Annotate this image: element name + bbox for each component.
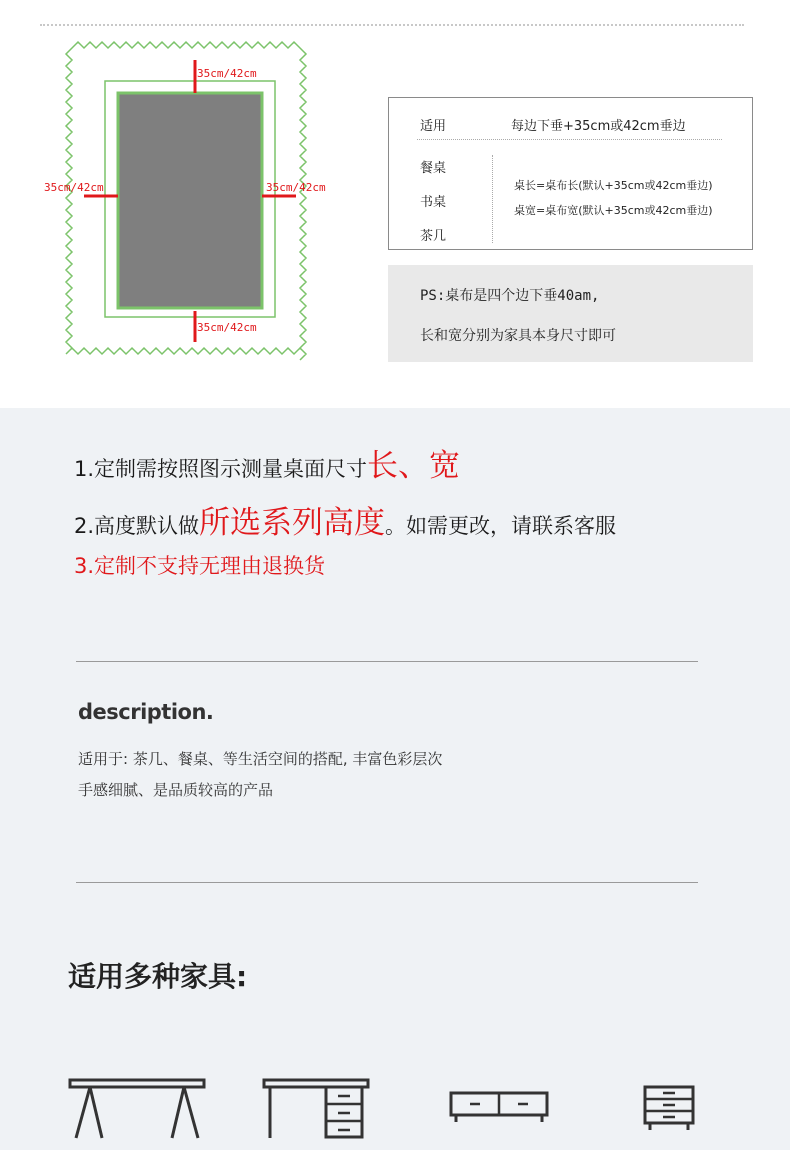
table-icon xyxy=(68,1076,208,1140)
divider-2 xyxy=(76,882,698,883)
size-info-table xyxy=(388,97,753,250)
tablecloth-illustration xyxy=(0,30,380,370)
furniture-item-dining-table: 餐桌 xyxy=(420,161,447,176)
furniture-section-title: 适用多种家具: xyxy=(68,960,248,993)
description-title: description. xyxy=(78,700,214,724)
requirement-1 xyxy=(74,440,460,485)
requirement-2-text: 2.高度默认做 xyxy=(74,514,200,538)
requirement-3: 3.定制不支持无理由退换货 xyxy=(74,554,326,578)
description-line-2: 手感细腻、是品质较高的产品 xyxy=(78,781,274,799)
measure-label-right: 35cm/42cm xyxy=(266,181,326,194)
requirement-1-highlight: 长、宽 xyxy=(367,448,461,484)
length-rule: 桌长=桌布长(默认+35cm或42cm垂边) xyxy=(514,179,713,192)
measure-label-bottom: 35cm/42cm xyxy=(197,321,257,334)
drawer-cabinet-icon xyxy=(642,1084,696,1132)
tv-cabinet-icon xyxy=(448,1090,550,1124)
desk-icon xyxy=(262,1076,372,1140)
ps-note-box xyxy=(388,265,753,362)
description-line-1: 适用于: 茶几、餐桌、等生活空间的搭配, 丰富色彩层次 xyxy=(78,750,443,768)
furniture-item-coffee-table: 茶几 xyxy=(420,229,447,244)
ps-note-line-2: 长和宽分别为家具本身尺寸即可 xyxy=(420,328,616,344)
tablecloth-diagram xyxy=(0,30,380,370)
requirement-1-text: 1.定制需按照图示测量桌面尺寸 xyxy=(74,457,368,481)
table-header-divider xyxy=(417,139,722,140)
table-top xyxy=(118,93,262,308)
furniture-item-desk: 书桌 xyxy=(420,195,447,210)
width-rule: 桌宽=桌布宽(默认+35cm或42cm垂边) xyxy=(514,204,713,217)
requirement-2 xyxy=(74,497,616,542)
measure-label-top: 35cm/42cm xyxy=(197,67,257,80)
table-header-label: 适用 xyxy=(420,119,447,134)
measure-label-left: 35cm/42cm xyxy=(44,181,104,194)
divider-1 xyxy=(76,661,698,662)
top-divider xyxy=(40,24,744,26)
table-column-divider xyxy=(492,155,493,243)
ps-note-line-1: PS:桌布是四个边下垂40am, xyxy=(420,288,600,304)
requirement-2-highlight: 所选系列高度 xyxy=(199,505,386,541)
table-header-value: 每边下垂+35cm或42cm垂边 xyxy=(511,119,686,134)
requirement-2-suffix: 。如需更改，请联系客服 xyxy=(385,514,617,538)
